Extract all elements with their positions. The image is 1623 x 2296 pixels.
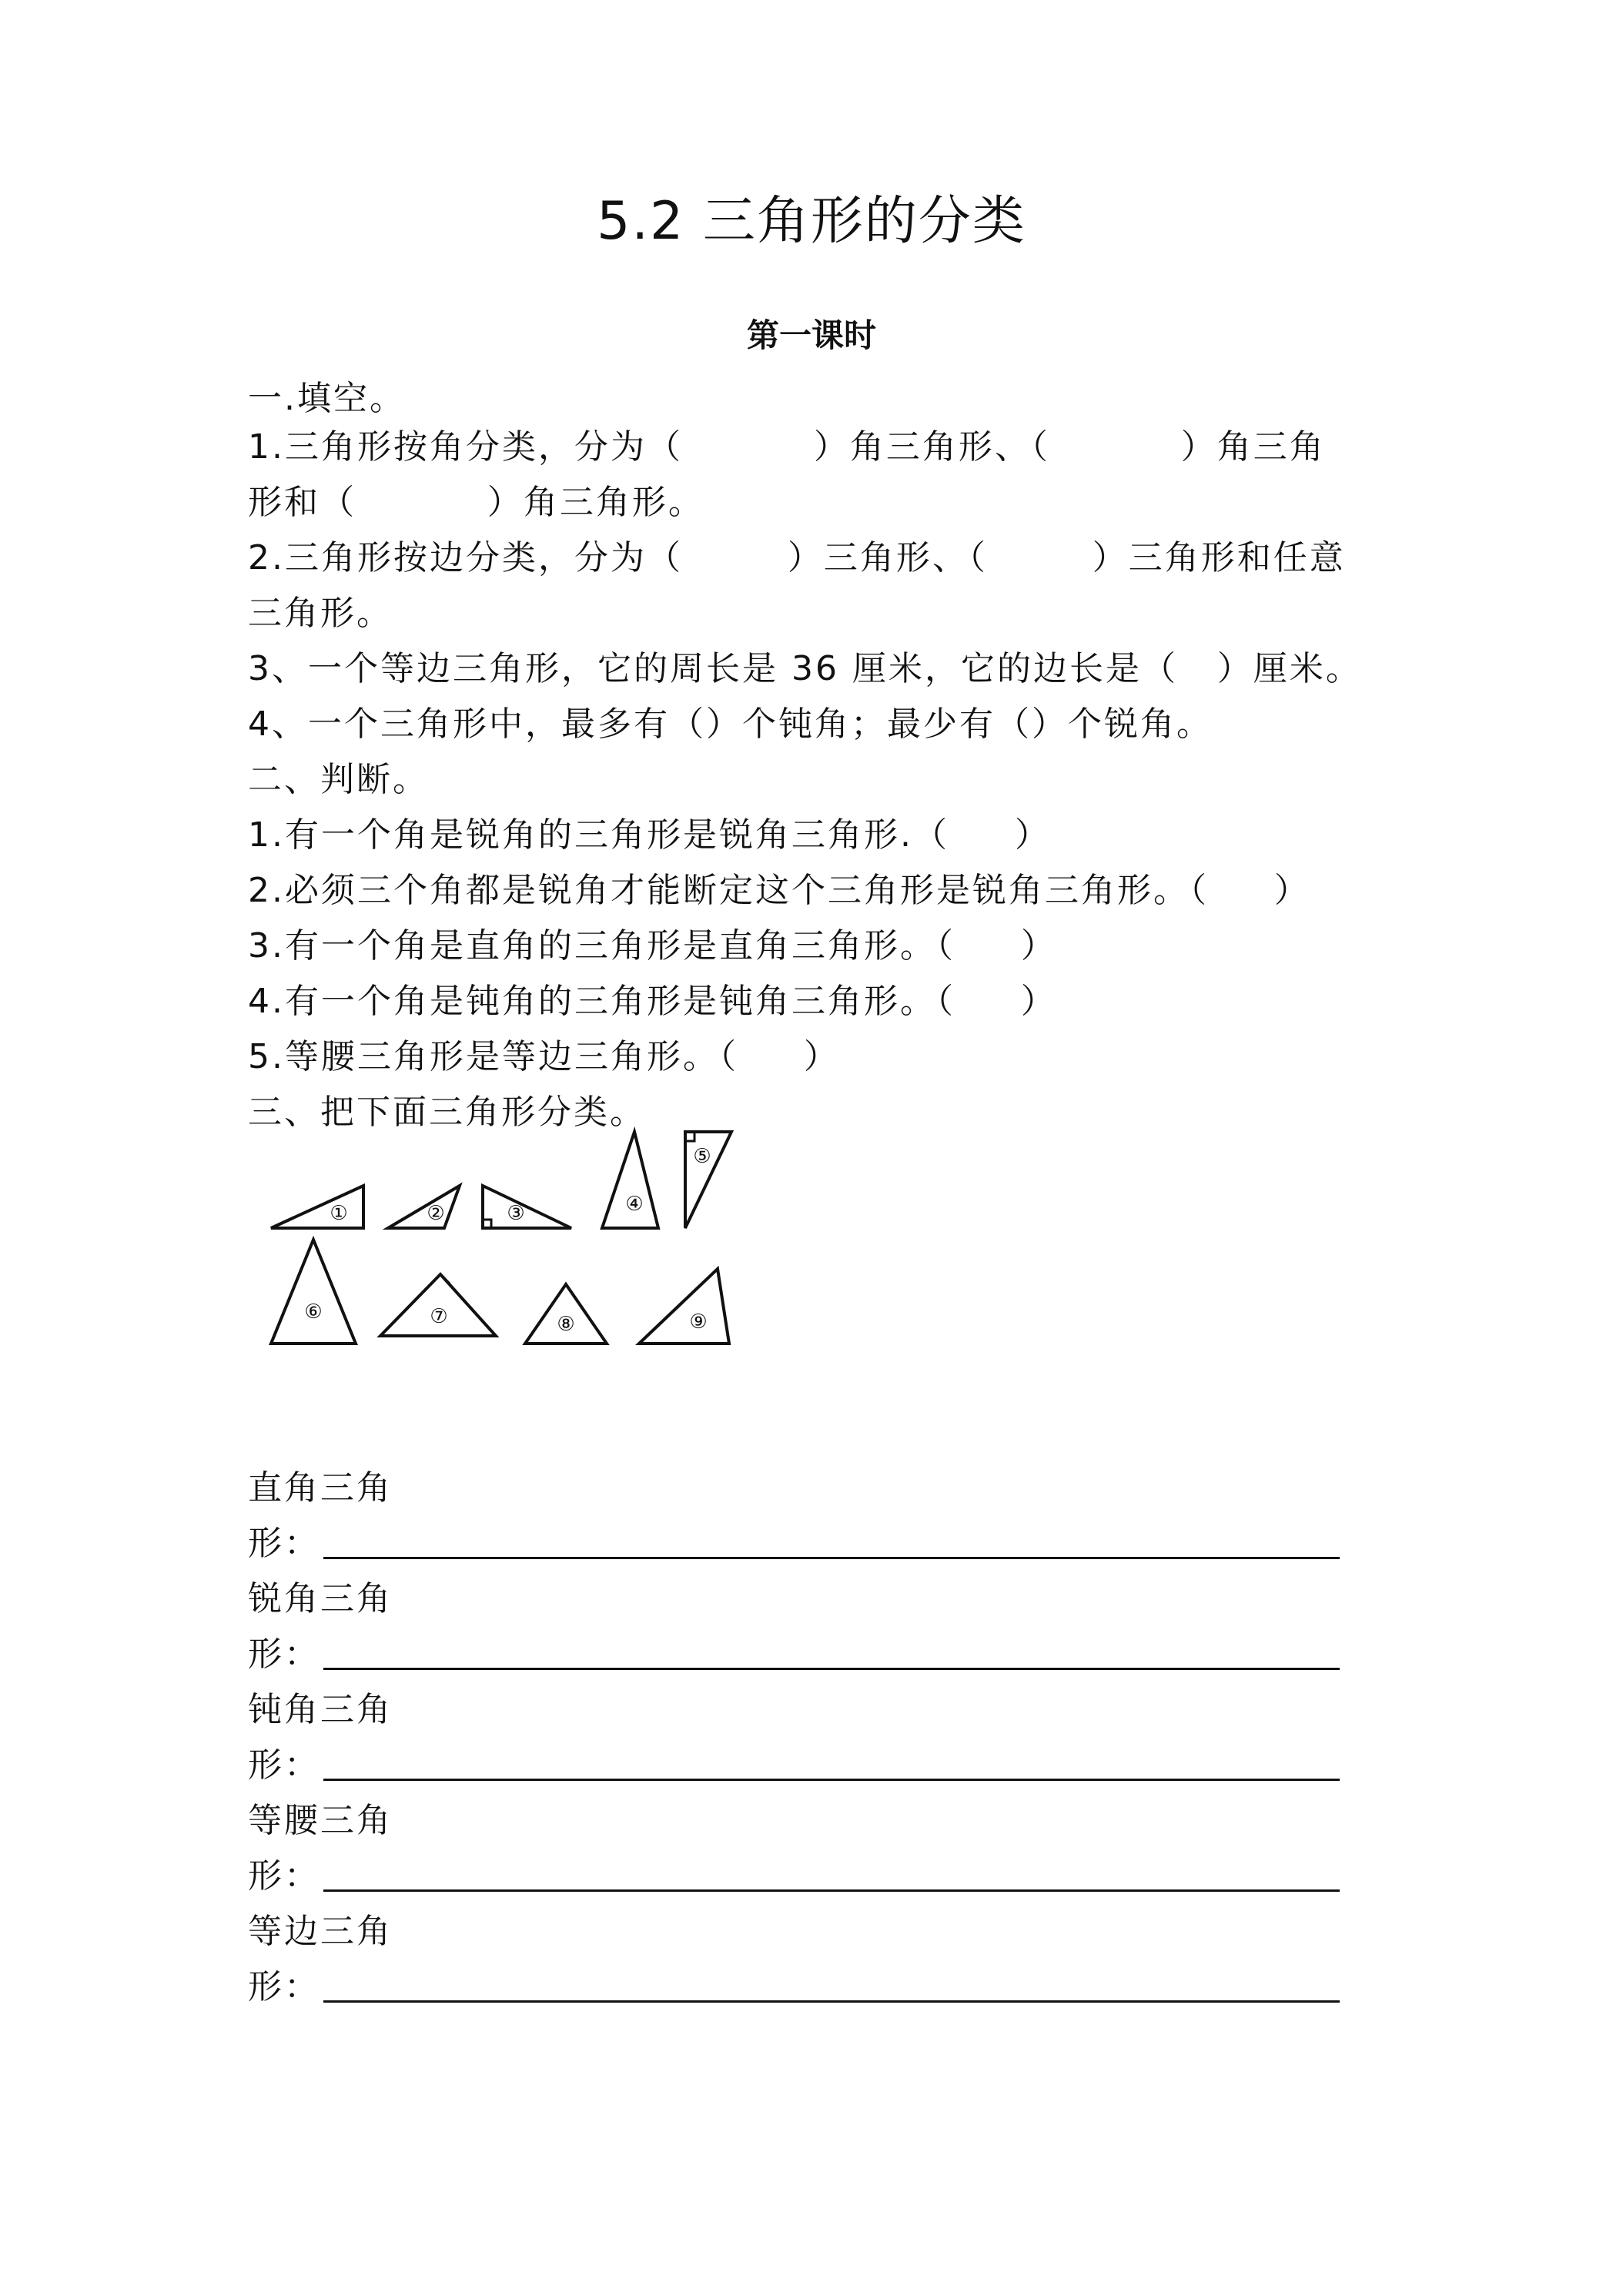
page-title: 5.2 三角形的分类 [597,191,1026,252]
category-right-answer-line[interactable] [323,1557,1340,1559]
question-3: 3、一个等边三角形，它的周长是 36 厘米，它的边长是（ ）厘米。 [248,649,1362,688]
triangle-3 [483,1186,571,1228]
category-obtuse-label-top: 钝角三角 [248,1690,393,1729]
triangle-label-5: ⑤ [693,1145,711,1168]
triangle-label-3: ③ [507,1202,525,1225]
triangle-6 [271,1240,356,1344]
judge-item-3: 3.有一个角是直角的三角形是直角三角形。（ ） [248,926,1057,966]
judge-item-1: 1.有一个角是锐角的三角形是锐角三角形.（ ） [248,815,1051,855]
section2-heading: 二、判断。 [248,760,429,799]
category-isosceles-answer-line[interactable] [323,1889,1340,1892]
category-acute-answer-line[interactable] [323,1668,1340,1670]
lesson-subtitle: 第一课时 [746,316,876,354]
category-right-label-bottom: 形： [248,1524,320,1563]
question-1-line2: 形和（ ）角三角形。 [248,483,704,522]
triangle-9 [639,1269,729,1344]
triangle-label-4: ④ [625,1193,644,1216]
category-obtuse-label-bottom: 形： [248,1745,320,1785]
question-4: 4、一个三角形中，最多有（）个钝角；最少有（）个锐角。 [248,705,1213,744]
section3-heading: 三、把下面三角形分类。 [248,1093,646,1132]
triangle-label-8: ⑧ [557,1313,575,1336]
category-acute-label-bottom: 形： [248,1635,320,1674]
judge-item-2: 2.必须三个角都是锐角才能断定这个三角形是锐角三角形。（ ） [248,871,1310,910]
triangle-label-1: ① [330,1202,348,1225]
triangle-label-7: ⑦ [430,1305,448,1328]
question-2-line1: 2.三角形按边分类，分为（ ）三角形、（ ）三角形和任意 [248,538,1346,577]
judge-item-5: 5.等腰三角形是等边三角形。（ ） [248,1037,840,1076]
category-isosceles-label-bottom: 形： [248,1856,320,1896]
category-equilateral-answer-line[interactable] [323,2000,1340,2003]
category-acute-label-top: 锐角三角 [248,1579,393,1618]
question-1-line1: 1.三角形按角分类，分为（ ）角三角形、（ ）角三角 [248,427,1326,467]
triangle-label-2: ② [427,1202,445,1225]
category-isosceles-label-top: 等腰三角 [248,1801,393,1840]
category-equilateral-label-bottom: 形： [248,1967,320,2006]
category-obtuse-answer-line[interactable] [323,1779,1340,1781]
judge-item-4: 4.有一个角是钝角的三角形是钝角三角形。（ ） [248,982,1057,1021]
section1-heading: 一.填空。 [248,379,406,418]
triangle-figures [248,1124,756,1355]
question-2-line2: 三角形。 [248,594,393,633]
triangle-1 [271,1186,363,1228]
category-right-label-top: 直角三角 [248,1468,393,1508]
triangle-label-6: ⑥ [304,1300,323,1324]
triangle-label-9: ⑨ [689,1310,708,1334]
category-equilateral-label-top: 等边三角 [248,1912,393,1951]
triangle-2 [388,1186,460,1228]
